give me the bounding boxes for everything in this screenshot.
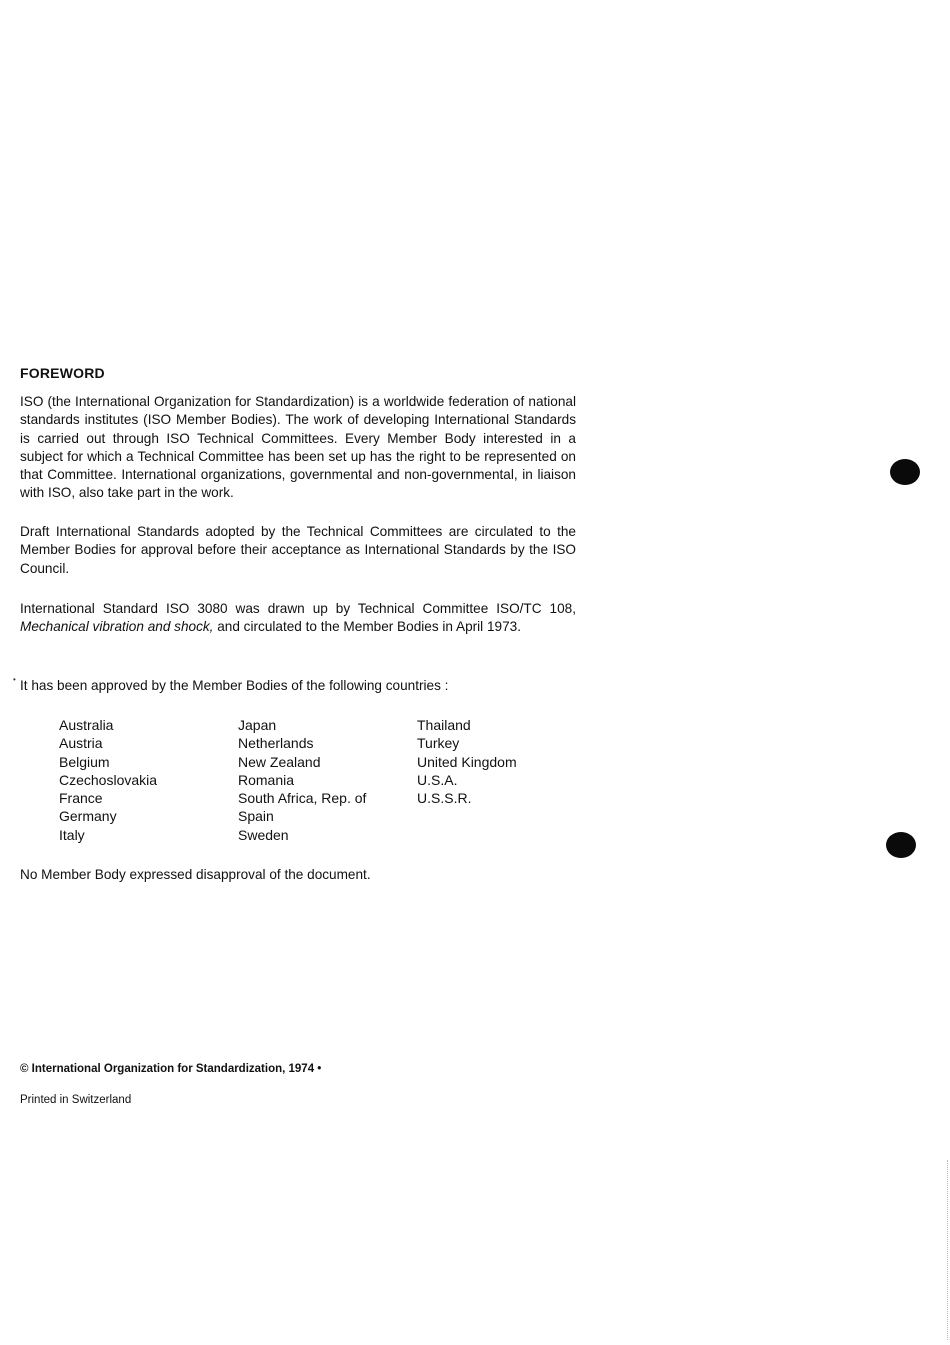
- country-list-column-1: [59, 716, 157, 844]
- country-item: Czechoslovakia: [59, 771, 158, 788]
- country-item: South Africa, Rep. of: [238, 790, 367, 807]
- country-item: U.S.S.R.: [417, 790, 472, 807]
- country-item: Austria: [59, 735, 103, 752]
- foreword-paragraph-draft-standards: Draft International Standards adopted by the Technical Committees are circulated to the Member Bodies for approval before their acceptance as International Standards by the ISO Council.: [20, 524, 576, 576]
- country-item: Belgium: [59, 753, 110, 770]
- scan-edge-line: [947, 1160, 949, 1340]
- iso-3080-text-after: and circulated to the Member Bodies in April 1973.: [213, 619, 521, 635]
- binder-hole-mark: [886, 832, 916, 858]
- country-item: Netherlands: [238, 735, 314, 752]
- iso-3080-text-before: International Standard ISO 3080 was drawn up by Technical Committee ISO/TC 108,: [20, 601, 576, 616]
- disapproval-note: No Member Body expressed disapproval of the document.: [20, 867, 371, 882]
- copyright-notice: © International Organization for Standardization, 1974 •: [20, 1063, 322, 1075]
- printed-location: Printed in Switzerland: [20, 1094, 132, 1106]
- stray-dot-mark: •: [13, 675, 16, 684]
- approval-intro: It has been approved by the Member Bodies of the following countries :: [20, 678, 449, 693]
- country-item: U.S.A.: [417, 771, 458, 788]
- country-item: Australia: [59, 717, 114, 733]
- country-item: Italy: [59, 826, 85, 843]
- country-list-column-2: [238, 716, 366, 844]
- technical-committee-title: Mechanical vibration and shock,: [20, 619, 214, 635]
- country-list-column-3: [417, 716, 517, 807]
- country-item: Thailand: [417, 717, 471, 733]
- country-item: Sweden: [238, 826, 289, 843]
- country-item: Romania: [238, 771, 295, 788]
- binder-hole-mark: [890, 459, 920, 485]
- country-item: New Zealand: [238, 753, 321, 770]
- country-item: Germany: [59, 808, 117, 825]
- foreword-paragraph-iso-intro: ISO (the International Organization for Standardization) is a worldwide federation of national standards institutes (ISO Member Bodies). The work of developing International Standards is carried out through ISO Technical Committees. Every Member Body interested in a subject for which a Technical Committee has been set up has the right to be represented on that Committee. International organizations, governmental and non-governmental, in liaison with ISO, also take part in the work.: [20, 394, 576, 501]
- country-item: Japan: [238, 717, 277, 733]
- country-item: Turkey: [417, 735, 460, 752]
- country-item: Spain: [238, 808, 274, 825]
- country-item: United Kingdom: [417, 753, 517, 770]
- country-item: France: [59, 790, 103, 807]
- foreword-heading: FOREWORD: [20, 365, 105, 381]
- foreword-paragraph-iso-3080: [20, 600, 576, 637]
